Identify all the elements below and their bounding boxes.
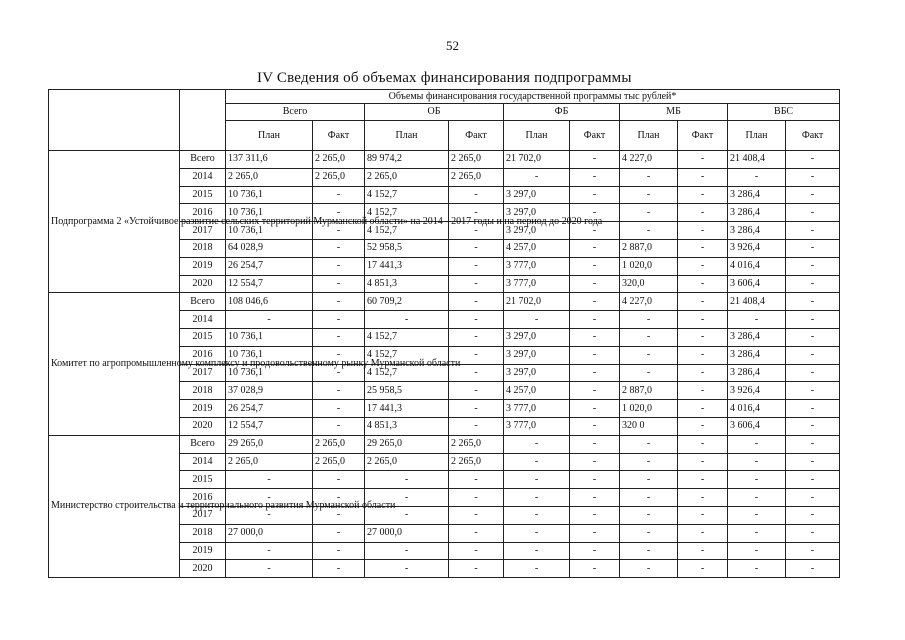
value-cell: - <box>620 471 678 489</box>
value-cell: 2 887,0 <box>620 239 678 257</box>
section-title-cell: Комитет по агропромышленному комплексу и продовольственному рынку Мурманской области <box>49 293 180 435</box>
value-cell: 2 265,0 <box>226 453 313 471</box>
value-cell: 17 441,3 <box>365 257 449 275</box>
value-cell: - <box>449 239 504 257</box>
value-cell: - <box>678 382 728 400</box>
value-cell: - <box>313 417 365 435</box>
value-cell: - <box>449 328 504 346</box>
year-cell: 2018 <box>180 239 226 257</box>
value-cell: 3 286,4 <box>728 364 786 382</box>
year-cell: 2017 <box>180 364 226 382</box>
value-cell: - <box>786 542 840 560</box>
value-cell: - <box>570 382 620 400</box>
year-cell: 2014 <box>180 168 226 186</box>
subheader-cell: План <box>504 121 570 151</box>
value-cell: 3 777,0 <box>504 275 570 293</box>
subheader-cell: Факт <box>313 121 365 151</box>
value-cell: - <box>678 275 728 293</box>
value-cell: - <box>313 506 365 524</box>
value-cell: 3 297,0 <box>504 222 570 240</box>
year-cell: 2014 <box>180 311 226 329</box>
value-cell: - <box>620 204 678 222</box>
value-cell: - <box>678 453 728 471</box>
value-cell: - <box>313 542 365 560</box>
value-cell: 2 265,0 <box>313 168 365 186</box>
value-cell: - <box>313 489 365 507</box>
year-cell: 2016 <box>180 489 226 507</box>
year-cell: 2020 <box>180 417 226 435</box>
year-cell: 2014 <box>180 453 226 471</box>
value-cell: - <box>504 506 570 524</box>
value-cell: - <box>728 489 786 507</box>
value-cell: - <box>678 542 728 560</box>
value-cell: - <box>728 311 786 329</box>
value-cell: - <box>313 311 365 329</box>
value-cell: - <box>365 311 449 329</box>
value-cell: - <box>313 382 365 400</box>
value-cell: - <box>504 453 570 471</box>
value-cell: 27 000,0 <box>365 524 449 542</box>
value-cell: - <box>313 275 365 293</box>
value-cell: - <box>226 471 313 489</box>
value-cell: 2 887,0 <box>620 382 678 400</box>
value-cell: 89 974,2 <box>365 151 449 169</box>
subheader-cell: План <box>365 121 449 151</box>
value-cell: - <box>570 311 620 329</box>
value-cell: 2 265,0 <box>449 151 504 169</box>
value-cell: - <box>226 311 313 329</box>
table-row <box>49 151 840 169</box>
year-cell: 2017 <box>180 222 226 240</box>
group-header: ФБ <box>504 104 620 121</box>
value-cell: 2 265,0 <box>449 168 504 186</box>
value-cell: - <box>365 489 449 507</box>
value-cell: 27 000,0 <box>226 524 313 542</box>
header-top: Объемы финансирования государственной программы тыс рублей* <box>226 90 840 104</box>
value-cell: 64 028,9 <box>226 239 313 257</box>
value-cell: - <box>570 239 620 257</box>
year-cell: 2019 <box>180 400 226 418</box>
value-cell: 108 046,6 <box>226 293 313 311</box>
value-cell: - <box>678 293 728 311</box>
value-cell: - <box>504 471 570 489</box>
value-cell: - <box>449 364 504 382</box>
value-cell: - <box>226 542 313 560</box>
value-cell: - <box>786 400 840 418</box>
subheader-cell: План <box>728 121 786 151</box>
value-cell: - <box>620 364 678 382</box>
value-cell: - <box>313 293 365 311</box>
value-cell: - <box>786 222 840 240</box>
value-cell: 4 257,0 <box>504 382 570 400</box>
value-cell: - <box>570 471 620 489</box>
value-cell: - <box>786 239 840 257</box>
value-cell: - <box>226 506 313 524</box>
page-number: 52 <box>446 38 459 53</box>
value-cell: - <box>728 542 786 560</box>
value-cell: - <box>620 542 678 560</box>
value-cell: - <box>449 524 504 542</box>
value-cell: - <box>449 204 504 222</box>
value-cell: - <box>620 524 678 542</box>
value-cell: - <box>570 257 620 275</box>
value-cell: - <box>728 524 786 542</box>
value-cell: 1 020,0 <box>620 257 678 275</box>
value-cell: - <box>570 204 620 222</box>
value-cell: - <box>313 257 365 275</box>
value-cell: - <box>786 453 840 471</box>
value-cell: 2 265,0 <box>365 168 449 186</box>
value-cell: - <box>226 489 313 507</box>
section-title-cell: Подпрограмма 2 «Устойчивое развитие сельских территорий Мурманской области» на 2014 - 2017 годы и на период до 2020 года <box>49 151 180 293</box>
value-cell: - <box>620 311 678 329</box>
value-cell: - <box>728 453 786 471</box>
value-cell: - <box>449 311 504 329</box>
value-cell: - <box>313 239 365 257</box>
value-cell: - <box>786 311 840 329</box>
value-cell: - <box>786 328 840 346</box>
value-cell: - <box>620 346 678 364</box>
year-cell: Всего <box>180 151 226 169</box>
value-cell: - <box>678 400 728 418</box>
value-cell: - <box>570 186 620 204</box>
value-cell: 26 254,7 <box>226 400 313 418</box>
value-cell: - <box>313 524 365 542</box>
value-cell: - <box>786 151 840 169</box>
value-cell: - <box>786 435 840 453</box>
table-header <box>49 90 840 151</box>
value-cell: - <box>678 524 728 542</box>
value-cell: 10 736,1 <box>226 204 313 222</box>
value-cell: - <box>570 364 620 382</box>
value-cell: 4 152,7 <box>365 222 449 240</box>
group-header: ОБ <box>365 104 504 121</box>
value-cell: - <box>504 311 570 329</box>
value-cell: - <box>449 542 504 560</box>
value-cell: - <box>313 222 365 240</box>
value-cell: - <box>570 453 620 471</box>
value-cell: - <box>313 204 365 222</box>
value-cell: 3 606,4 <box>728 417 786 435</box>
value-cell: - <box>678 435 728 453</box>
value-cell: - <box>570 275 620 293</box>
value-cell: 3 286,4 <box>728 222 786 240</box>
group-header: ВБС <box>728 104 840 121</box>
value-cell: - <box>504 168 570 186</box>
year-cell: 2019 <box>180 542 226 560</box>
value-cell: - <box>786 524 840 542</box>
table-row <box>49 435 840 453</box>
value-cell: 4 152,7 <box>365 186 449 204</box>
value-cell: 4 016,4 <box>728 257 786 275</box>
value-cell: 52 958,5 <box>365 239 449 257</box>
value-cell: - <box>678 489 728 507</box>
value-cell: 2 265,0 <box>226 168 313 186</box>
value-cell: 3 297,0 <box>504 364 570 382</box>
value-cell: - <box>449 257 504 275</box>
subheader-cell: План <box>620 121 678 151</box>
value-cell: - <box>570 417 620 435</box>
value-cell: - <box>570 168 620 186</box>
value-cell: - <box>449 560 504 578</box>
year-cell: 2016 <box>180 346 226 364</box>
group-header: МБ <box>620 104 728 121</box>
value-cell: - <box>786 257 840 275</box>
value-cell: - <box>570 151 620 169</box>
value-cell: - <box>449 382 504 400</box>
value-cell: - <box>449 417 504 435</box>
value-cell: - <box>504 435 570 453</box>
value-cell: 25 958,5 <box>365 382 449 400</box>
value-cell: - <box>570 506 620 524</box>
value-cell: - <box>620 435 678 453</box>
value-cell: 2 265,0 <box>365 453 449 471</box>
value-cell: 4 851,3 <box>365 417 449 435</box>
value-cell: - <box>786 489 840 507</box>
value-cell: - <box>678 560 728 578</box>
value-cell: - <box>620 489 678 507</box>
value-cell: - <box>449 275 504 293</box>
value-cell: - <box>678 257 728 275</box>
value-cell: - <box>313 328 365 346</box>
value-cell: 3 286,4 <box>728 204 786 222</box>
year-cell: 2020 <box>180 275 226 293</box>
value-cell: - <box>570 489 620 507</box>
year-cell: Всего <box>180 435 226 453</box>
value-cell: - <box>678 204 728 222</box>
financing-table <box>48 89 840 578</box>
section-title-cell: Министерство строительства и территориального развития Мурманской области <box>49 435 180 577</box>
value-cell: - <box>449 400 504 418</box>
value-cell: - <box>570 524 620 542</box>
value-cell: - <box>449 186 504 204</box>
year-cell: 2015 <box>180 471 226 489</box>
value-cell: - <box>449 489 504 507</box>
value-cell: - <box>786 382 840 400</box>
value-cell: - <box>620 453 678 471</box>
value-cell: - <box>786 186 840 204</box>
table-row <box>49 293 840 311</box>
value-cell: - <box>786 293 840 311</box>
year-cell: 2016 <box>180 204 226 222</box>
value-cell: - <box>570 328 620 346</box>
value-cell: 29 265,0 <box>365 435 449 453</box>
value-cell: - <box>786 506 840 524</box>
value-cell: - <box>313 186 365 204</box>
value-cell: - <box>786 275 840 293</box>
value-cell: - <box>728 168 786 186</box>
value-cell: - <box>313 471 365 489</box>
value-cell: - <box>226 560 313 578</box>
value-cell: - <box>728 471 786 489</box>
value-cell: - <box>313 346 365 364</box>
value-cell: - <box>313 364 365 382</box>
value-cell: - <box>786 168 840 186</box>
value-cell: - <box>570 293 620 311</box>
value-cell: - <box>620 506 678 524</box>
value-cell: 10 736,1 <box>226 346 313 364</box>
value-cell: 10 736,1 <box>226 222 313 240</box>
value-cell: 29 265,0 <box>226 435 313 453</box>
value-cell: - <box>728 560 786 578</box>
value-cell: 4 152,7 <box>365 204 449 222</box>
value-cell: - <box>570 400 620 418</box>
subheader-cell: Факт <box>678 121 728 151</box>
value-cell: 37 028,9 <box>226 382 313 400</box>
value-cell: 4 016,4 <box>728 400 786 418</box>
value-cell: - <box>678 222 728 240</box>
value-cell: 3 286,4 <box>728 186 786 204</box>
value-cell: 320,0 <box>620 275 678 293</box>
subheader-cell: Факт <box>786 121 840 151</box>
value-cell: 26 254,7 <box>226 257 313 275</box>
value-cell: 2 265,0 <box>313 151 365 169</box>
value-cell: 2 265,0 <box>449 453 504 471</box>
year-cell: 2018 <box>180 524 226 542</box>
value-cell: - <box>678 168 728 186</box>
value-cell: 3 777,0 <box>504 417 570 435</box>
value-cell: - <box>678 506 728 524</box>
value-cell: - <box>620 186 678 204</box>
value-cell: - <box>786 346 840 364</box>
year-cell: 2018 <box>180 382 226 400</box>
value-cell: - <box>678 346 728 364</box>
header-blank-cell <box>180 90 226 151</box>
value-cell: - <box>570 542 620 560</box>
value-cell: 21 702,0 <box>504 151 570 169</box>
table-body <box>49 151 840 578</box>
value-cell: 3 777,0 <box>504 400 570 418</box>
value-cell: - <box>786 204 840 222</box>
value-cell: - <box>678 239 728 257</box>
value-cell: - <box>620 222 678 240</box>
value-cell: - <box>678 471 728 489</box>
value-cell: 10 736,1 <box>226 186 313 204</box>
value-cell: 3 926,4 <box>728 382 786 400</box>
value-cell: 3 297,0 <box>504 328 570 346</box>
year-cell: 2019 <box>180 257 226 275</box>
value-cell: 2 265,0 <box>313 435 365 453</box>
value-cell: 12 554,7 <box>226 275 313 293</box>
value-cell: 4 152,7 <box>365 346 449 364</box>
value-cell: 3 286,4 <box>728 328 786 346</box>
value-cell: 4 851,3 <box>365 275 449 293</box>
value-cell: - <box>365 506 449 524</box>
value-cell: 320 0 <box>620 417 678 435</box>
header-blank-cell <box>49 90 180 151</box>
value-cell: - <box>678 328 728 346</box>
value-cell: - <box>786 560 840 578</box>
value-cell: 10 736,1 <box>226 328 313 346</box>
value-cell: - <box>449 506 504 524</box>
value-cell: - <box>365 542 449 560</box>
value-cell: 12 554,7 <box>226 417 313 435</box>
year-cell: 2020 <box>180 560 226 578</box>
value-cell: - <box>570 346 620 364</box>
value-cell: - <box>449 471 504 489</box>
value-cell: - <box>678 417 728 435</box>
group-header: Всего <box>226 104 365 121</box>
value-cell: - <box>678 186 728 204</box>
value-cell: - <box>678 151 728 169</box>
value-cell: - <box>620 168 678 186</box>
value-cell: 4 257,0 <box>504 239 570 257</box>
value-cell: - <box>570 435 620 453</box>
year-cell: 2017 <box>180 506 226 524</box>
value-cell: 3 297,0 <box>504 204 570 222</box>
value-cell: - <box>313 400 365 418</box>
value-cell: 3 606,4 <box>728 275 786 293</box>
value-cell: 4 227,0 <box>620 151 678 169</box>
value-cell: - <box>786 364 840 382</box>
section-title: IV Сведения об объемах финансирования подпрограммы <box>257 70 632 86</box>
value-cell: 137 311,6 <box>226 151 313 169</box>
value-cell: - <box>620 560 678 578</box>
value-cell: 3 297,0 <box>504 346 570 364</box>
value-cell: 21 408,4 <box>728 293 786 311</box>
value-cell: - <box>786 471 840 489</box>
value-cell: - <box>504 560 570 578</box>
value-cell: 60 709,2 <box>365 293 449 311</box>
value-cell: - <box>449 222 504 240</box>
value-cell: 4 152,7 <box>365 364 449 382</box>
value-cell: - <box>786 417 840 435</box>
value-cell: - <box>365 471 449 489</box>
value-cell: - <box>365 560 449 578</box>
subheader-cell: План <box>226 121 313 151</box>
value-cell: - <box>620 328 678 346</box>
value-cell: - <box>504 489 570 507</box>
value-cell: 2 265,0 <box>449 435 504 453</box>
value-cell: - <box>504 524 570 542</box>
value-cell: - <box>678 364 728 382</box>
value-cell: 4 152,7 <box>365 328 449 346</box>
value-cell: 3 297,0 <box>504 186 570 204</box>
year-cell: 2015 <box>180 186 226 204</box>
value-cell: 3 286,4 <box>728 346 786 364</box>
value-cell: - <box>449 346 504 364</box>
value-cell: - <box>728 506 786 524</box>
year-cell: 2015 <box>180 328 226 346</box>
value-cell: - <box>570 222 620 240</box>
value-cell: - <box>313 560 365 578</box>
year-cell: Всего <box>180 293 226 311</box>
value-cell: 21 702,0 <box>504 293 570 311</box>
value-cell: - <box>504 542 570 560</box>
value-cell: 21 408,4 <box>728 151 786 169</box>
value-cell: - <box>678 311 728 329</box>
value-cell: - <box>728 435 786 453</box>
value-cell: 17 441,3 <box>365 400 449 418</box>
subheader-cell: Факт <box>570 121 620 151</box>
value-cell: 1 020,0 <box>620 400 678 418</box>
subheader-cell: Факт <box>449 121 504 151</box>
value-cell: 3 777,0 <box>504 257 570 275</box>
value-cell: - <box>570 560 620 578</box>
value-cell: 3 926,4 <box>728 239 786 257</box>
value-cell: - <box>449 293 504 311</box>
value-cell: 4 227,0 <box>620 293 678 311</box>
value-cell: 2 265,0 <box>313 453 365 471</box>
value-cell: 10 736,1 <box>226 364 313 382</box>
